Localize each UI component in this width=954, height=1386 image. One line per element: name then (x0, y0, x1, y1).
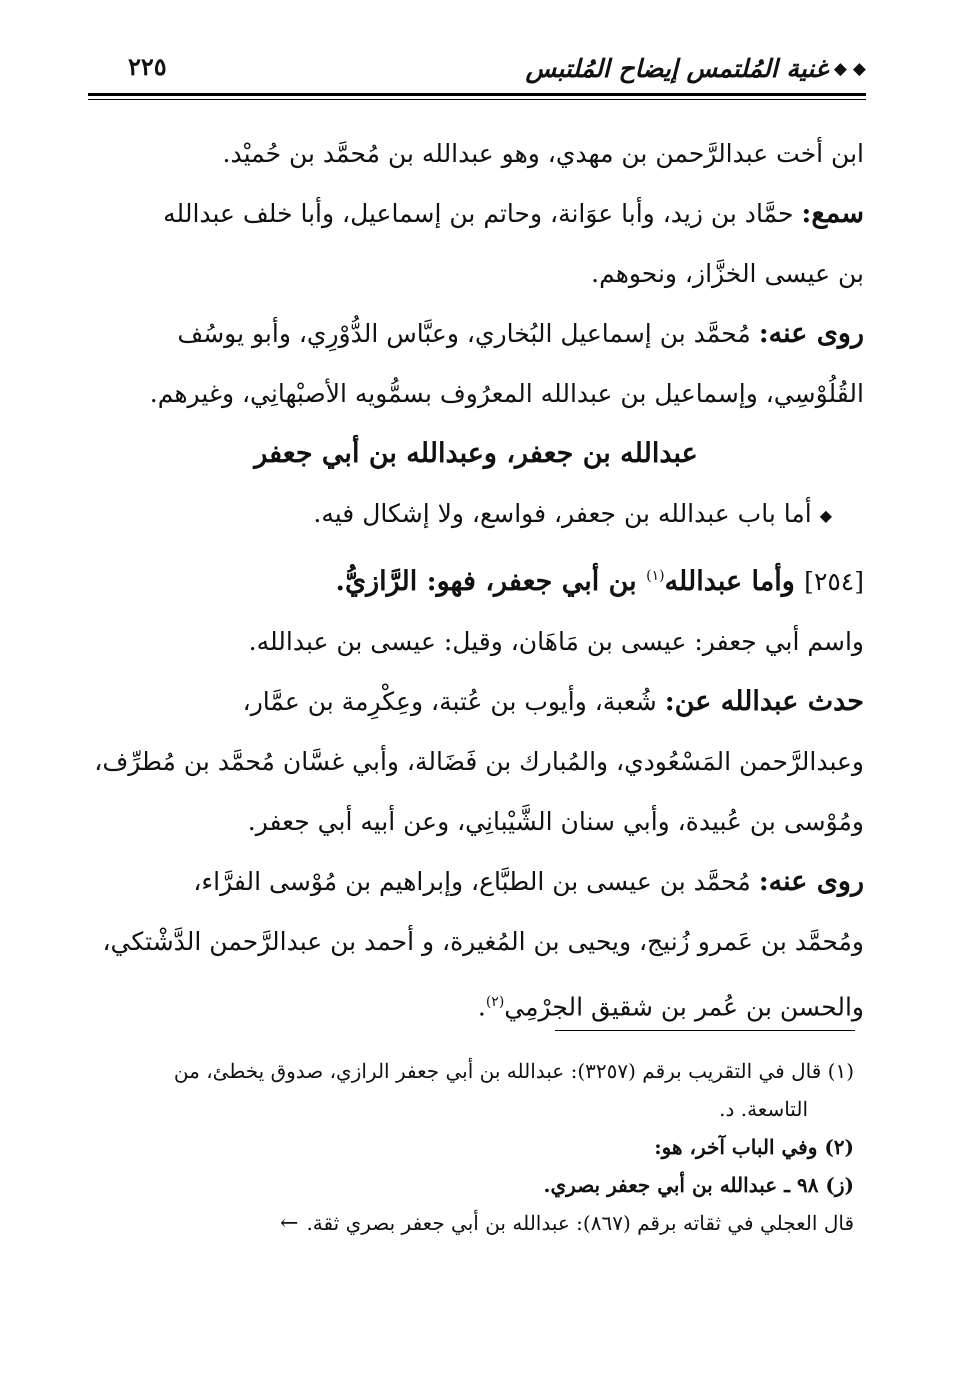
paragraph-continuation: ومُوْسى بن عُبيدة، وأبي سنان الشَّيْبانِي، وعن أبيه أبي جعفر. (247, 806, 864, 836)
footnote-ref: (١) (646, 567, 665, 584)
diamond-icon: ◆ ◆ (833, 58, 866, 79)
entry-number: [٢٥٤] (804, 566, 864, 596)
footnote-2-note (88, 1204, 854, 1243)
paragraph-text: حمَّاد بن زيد، وأبا عوَانة، وحاتم بن إسماعيل، وأبا خلف عبدالله (163, 199, 802, 228)
paragraph (88, 852, 864, 912)
paragraph (88, 304, 864, 364)
paragraph-continuation: ومُحمَّد بن عَمرو زُنيج، ويحيى بن المُغيرة، و أحمد بن عبدالرَّحمن الدَّشْتكي، (102, 926, 864, 956)
paragraph-continuation: القُلُوْسِي، وإسماعيل بن عبدالله المعرُوف بسمُّويه الأصبْهانِي، وغيرهم. (149, 379, 864, 408)
bullet-text: أما باب عبدالله بن جعفر، فواسع، ولا إشكال فيه. (313, 499, 812, 528)
footnote-1: (١) قال في التقريب برقم (٣٢٥٧): عبدالله بن أبي جعفر الرازي، صدوق يخطئ، من (173, 1059, 854, 1083)
paragraph-text: والحسن بن عُمر بن شقيق الجرْمِي (504, 991, 864, 1021)
paragraph-continuation: بن عيسى الخزَّاز، ونحوهم. (591, 259, 864, 288)
footnote-separator (555, 1030, 855, 1031)
paragraph-continuation: وعبدالرَّحمن المَسْعُودي، والمُبارك بن فَضَالة، وأبي غسَّان مُحمَّد بن مُطرِّف، (94, 746, 864, 776)
section-heading: عبدالله بن جعفر، وعبدالله بن أبي جعفر (254, 438, 698, 469)
entry-heading (88, 546, 864, 612)
paragraph (88, 184, 864, 244)
period: . (477, 991, 486, 1021)
label-narrated-from: حدث عبدالله عن: (664, 685, 864, 717)
arrow-left-icon: ← (280, 1211, 299, 1236)
entry-title-rest: بن أبي جعفر، فهو: الرَّازيُّ. (335, 565, 647, 597)
page-header (88, 52, 866, 92)
paragraph (88, 672, 864, 732)
diamond-bullet-icon: ◆ (819, 505, 832, 525)
label-narrated-by: روى عنه: (758, 865, 864, 897)
bullet-item (88, 484, 864, 546)
running-title (525, 54, 866, 83)
main-text (88, 124, 864, 1037)
paragraph-text: مُحمَّد بن عيسى بن الطبَّاع، وإبراهيم بن مُوْسى الفرَّاء، (193, 866, 759, 896)
paragraph: ابن أخت عبدالرَّحمن بن مهدي، وهو عبدالله بن مُحمَّد بن حُميْد. (222, 139, 864, 168)
footnotes (88, 1052, 854, 1243)
book-title: غنية المُلتمس إيضاح المُلتبس (525, 54, 828, 83)
footnote-2: (٢) وفي الباب آخر، هو: (654, 1135, 854, 1159)
paragraph-text: شُعبة، وأيوب بن عُتبة، وعِكْرِمة بن عمَّار، (242, 686, 665, 716)
footnote-2-entry: (ز) ٩٨ ـ عبدالله بن أبي جعفر بصري. (543, 1173, 854, 1197)
footnote-text: قال العجلي في ثقاته برقم (٨٦٧): عبدالله بن أبي جعفر بصري ثقة. (306, 1211, 854, 1235)
paragraph-continuation (88, 972, 864, 1037)
page-number: ٢٢٥ (128, 52, 167, 81)
header-rule-thick (88, 93, 866, 96)
footnote-1-continuation: التاسعة. د. (719, 1097, 808, 1121)
paragraph-text: مُحمَّد بن إسماعيل البُخاري، وعبَّاس الدُّوْرِي، وأبو يوسُف (177, 319, 759, 348)
footnote-ref: (٢) (485, 993, 505, 1010)
entry-title: وأما عبدالله (664, 565, 795, 597)
label-narrated-by: روى عنه: (758, 318, 864, 349)
label-heard: سمع: (801, 198, 864, 229)
header-rule-thin (88, 99, 866, 100)
paragraph: واسم أبي جعفر: عيسى بن مَاهَان، وقيل: عيسى بن عبدالله. (248, 626, 864, 656)
